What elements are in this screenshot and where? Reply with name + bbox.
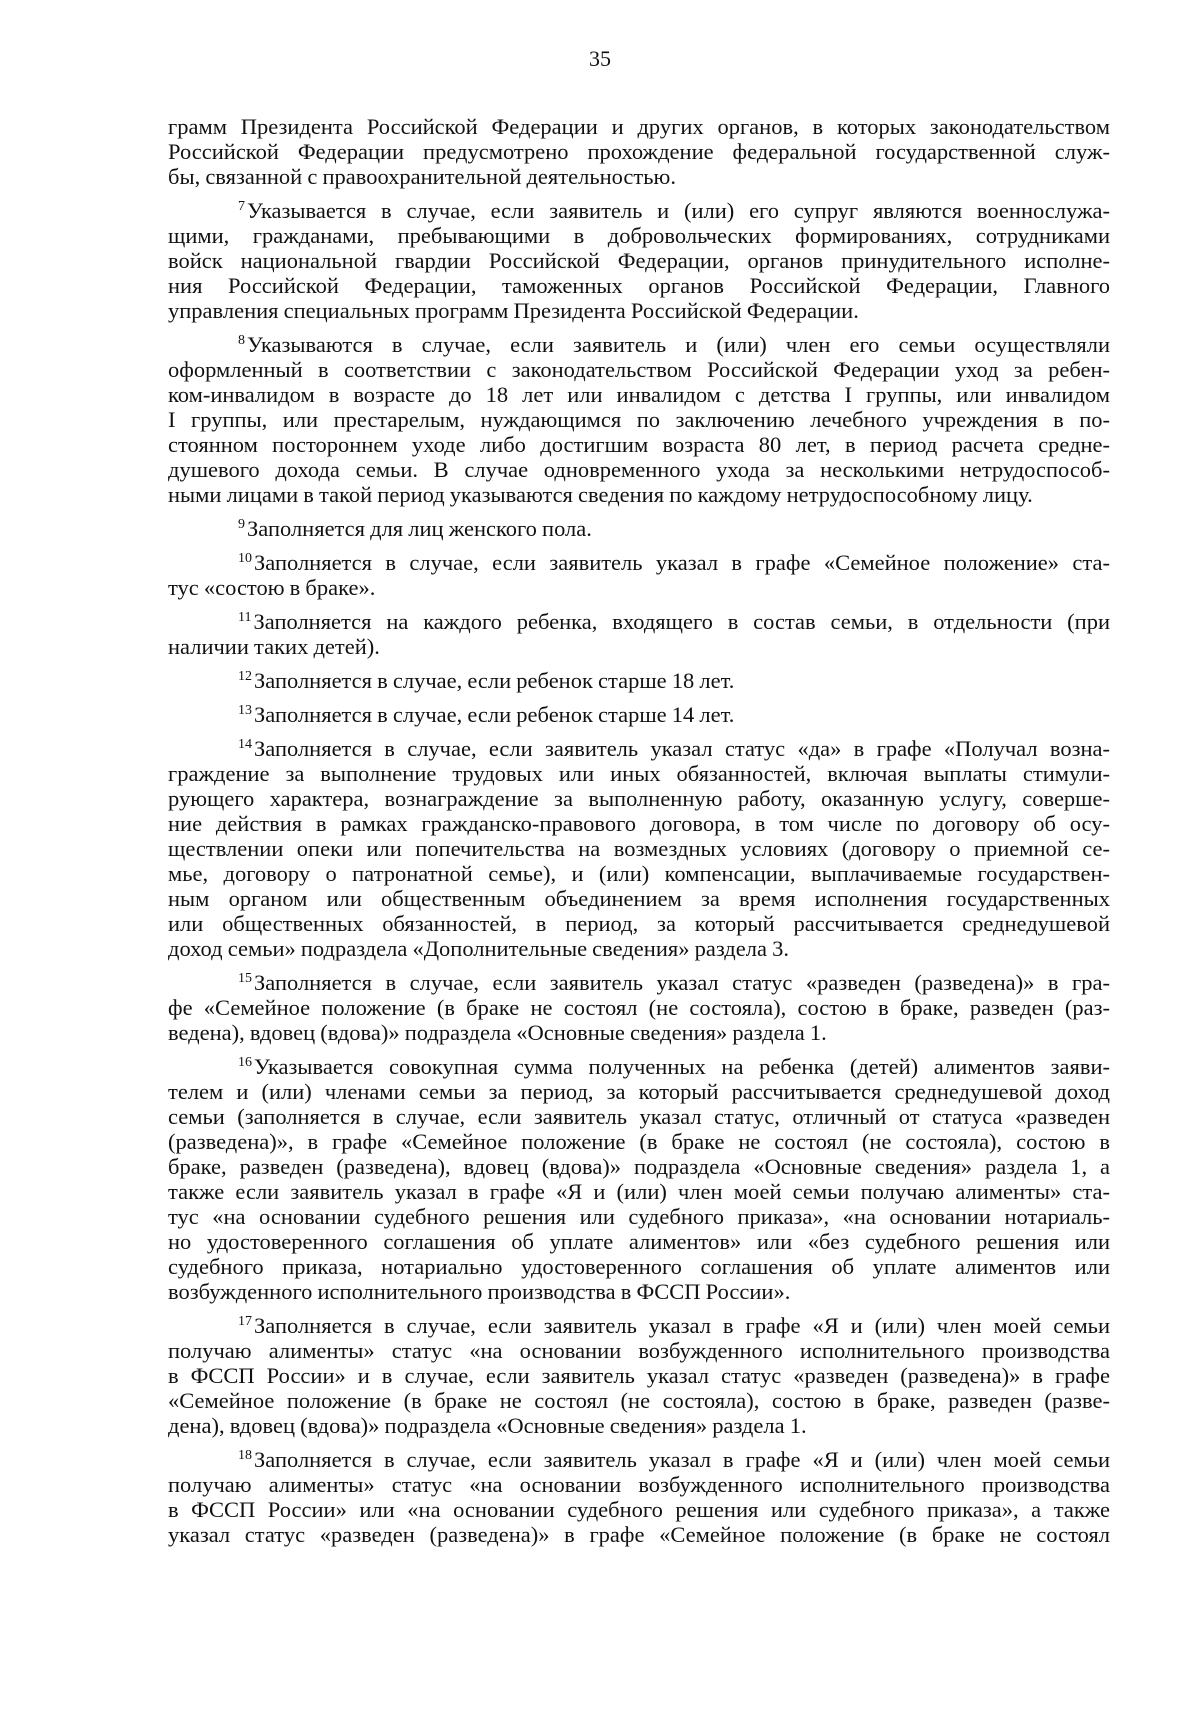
text-line: [168, 223, 1110, 248]
text-line: [168, 1447, 1110, 1472]
footnote-marker: 8: [238, 333, 245, 348]
text-line: [168, 114, 1110, 139]
footnote-marker: 15: [238, 971, 252, 986]
footnote-marker: 9: [238, 517, 245, 532]
footnote-marker: 18: [238, 1448, 252, 1463]
line-text: Указывается в случае, если заявитель и (или) его супруг являются военнослужа-: [247, 198, 1110, 223]
line-text: ным органом или общественным объединением за время исполнения государственных: [168, 886, 1110, 911]
line-text: бы, связанной с правоохранительной деятельностью.: [168, 164, 676, 189]
paragraph-gap: [168, 541, 1110, 550]
text-line: [168, 1313, 1110, 1338]
paragraph-gap: [168, 507, 1110, 516]
footnote-marker: 7: [238, 199, 245, 214]
text-line: [168, 1279, 1110, 1304]
paragraph-gap: [168, 659, 1110, 668]
line-text: Российской Федерации предусмотрено прохождение федеральной государственной служ-: [168, 139, 1110, 164]
text-line: [168, 1472, 1110, 1497]
line-text: Указывается совокупная сумма полученных на ребенка (детей) алиментов заяви-: [254, 1054, 1110, 1079]
line-text: в ФССП России» и в случае, если заявитель указал статус «разведен (разведена)» в графе: [168, 1363, 1110, 1388]
line-text: граждение за выполнение трудовых или иных обязанностей, включая выплаты стимули-: [168, 761, 1110, 786]
line-text: мье, договору о патронатной семье), и (или) компенсации, выплачиваемые государствен-: [168, 861, 1110, 886]
line-text: Заполняется для лиц женского пола.: [247, 516, 592, 541]
text-line: [168, 1363, 1110, 1388]
line-text: ком-инвалидом в возрасте до 18 лет или инвалидом с детства I группы, или инвалидом: [168, 382, 1110, 407]
line-text: ными лицами в такой период указываются сведения по каждому нетрудоспособному лицу.: [168, 482, 1033, 507]
line-text: ведена), вдовец (вдова)» подраздела «Основные сведения» раздела 1.: [168, 1020, 827, 1045]
text-line: [168, 198, 1110, 223]
footnote-18: [168, 1447, 1110, 1547]
text-line: [168, 457, 1110, 482]
text-line: [168, 1229, 1110, 1254]
footnote-12: [168, 668, 1110, 693]
line-text: возбужденного исполнительного производства в ФССП России».: [168, 1279, 791, 1304]
text-line: [168, 1497, 1110, 1522]
line-text: судебного приказа, нотариально удостоверенного соглашения об уплате алиментов или: [168, 1254, 1110, 1279]
line-text: (разведена)», в графе «Семейное положение (в браке не состоял (не состояла), состою в: [168, 1129, 1110, 1154]
text-line: [168, 761, 1110, 786]
paragraph-gap: [168, 189, 1110, 198]
footnote-7: [168, 198, 1110, 323]
line-text: получаю алименты» статус «на основании возбужденного исполнительного производства: [168, 1338, 1110, 1363]
text-line: [168, 609, 1110, 634]
line-text: ние действия в рамках гражданско-правового договора, в том числе по договору об осу-: [168, 811, 1110, 836]
footnote-10: [168, 550, 1110, 600]
footnote-9: [168, 516, 1110, 541]
line-text: Заполняется в случае, если ребенок старше 18 лет.: [254, 668, 735, 693]
line-text: Заполняется в случае, если ребенок старше 14 лет.: [254, 702, 735, 727]
text-line: [168, 298, 1110, 323]
line-text: щими, гражданами, пребывающими в добровольческих формированиях, сотрудниками: [168, 223, 1110, 248]
line-text: браке, разведен (разведена), вдовец (вдова)» подраздела «Основные сведения» раздела 1, а: [168, 1154, 1110, 1179]
text-line: [168, 702, 1110, 727]
line-text: Заполняется в случае, если заявитель указал статус «да» в графе «Получал возна-: [254, 736, 1110, 761]
line-text: тус «состою в браке».: [168, 575, 376, 600]
line-text: Заполняется в случае, если заявитель указал в графе «Семейное положение» ста-: [254, 550, 1110, 575]
line-text: получаю алименты» статус «на основании возбужденного исполнительного производства: [168, 1472, 1110, 1497]
text-line: [168, 1020, 1110, 1045]
text-line: [168, 164, 1110, 189]
line-text: ществлении опеки или попечительства на возмездных условиях (договору о приемной се-: [168, 836, 1110, 861]
footnote-15: [168, 970, 1110, 1045]
footnote-17: [168, 1313, 1110, 1438]
line-text: I группы, или престарелым, нуждающимся по заключению лечебного учреждения в по-: [168, 407, 1110, 432]
footnote-marker: 14: [238, 737, 252, 752]
line-text: в ФССП России» или «на основании судебного решения или судебного приказа», а также: [168, 1497, 1110, 1522]
line-text: стоянном постороннем уходе либо достигшим возраста 80 лет, в период расчета средне-: [168, 432, 1110, 457]
line-text: душевого дохода семьи. В случае одновременного ухода за несколькими нетрудоспособ-: [168, 457, 1110, 482]
text-line: [168, 1388, 1110, 1413]
text-line: [168, 1054, 1110, 1079]
text-line: [168, 1522, 1110, 1547]
line-text: доход семьи» подраздела «Дополнительные сведения» раздела 3.: [168, 936, 789, 961]
text-line: [168, 970, 1110, 995]
line-text: Заполняется в случае, если заявитель указал в графе «Я и (или) член моей семьи: [254, 1313, 1110, 1338]
line-text: тус «на основании судебного решения или судебного приказа», «на основании нотариаль-: [168, 1204, 1110, 1229]
line-text: дена), вдовец (вдова)» подраздела «Основные сведения» раздела 1.: [168, 1413, 807, 1438]
line-text: Заполняется на каждого ребенка, входящего в состав семьи, в отдельности (при: [253, 609, 1110, 634]
line-text: фе «Семейное положение (в браке не состоял (не состояла), состою в браке, разведен (раз-: [168, 995, 1110, 1020]
paragraph-gap: [168, 961, 1110, 970]
paragraph-gap: [168, 693, 1110, 702]
text-line: [168, 936, 1110, 961]
text-line: [168, 836, 1110, 861]
footnote-8: [168, 332, 1110, 507]
text-line: [168, 432, 1110, 457]
text-line: [168, 332, 1110, 357]
text-line: [168, 248, 1110, 273]
paragraph-gap: [168, 1304, 1110, 1313]
text-line: [168, 1254, 1110, 1279]
text-line: [168, 786, 1110, 811]
paragraph-gap: [168, 1438, 1110, 1447]
paragraph-gap: [168, 600, 1110, 609]
footnote-marker: 17: [238, 1314, 252, 1329]
text-line: [168, 575, 1110, 600]
paragraph-gap: [168, 323, 1110, 332]
text-line: [168, 273, 1110, 298]
line-text: ния Российской Федерации, таможенных органов Российской Федерации, Главного: [168, 273, 1110, 298]
footnote-14: [168, 736, 1110, 961]
line-text: семьи (заполняется в случае, если заявитель указал статус, отличный от статуса «разведен: [168, 1104, 1110, 1129]
text-line: [168, 811, 1110, 836]
text-line: [168, 139, 1110, 164]
line-text: но удостоверенного соглашения об уплате алиментов» или «без судебного решения или: [168, 1229, 1110, 1254]
text-line: [168, 407, 1110, 432]
line-text: управления специальных программ Президента Российской Федерации.: [168, 298, 859, 323]
line-text: также если заявитель указал в графе «Я и (или) член моей семьи получаю алименты» ста-: [168, 1179, 1110, 1204]
text-line: [168, 482, 1110, 507]
text-line: [168, 668, 1110, 693]
text-line: [168, 516, 1110, 541]
footnote-continuation: [168, 114, 1110, 189]
line-text: наличии таких детей).: [168, 634, 380, 659]
footnote-marker: 11: [238, 610, 252, 625]
line-text: или общественных обязанностей, в период, за который рассчитывается среднедушевой: [168, 911, 1110, 936]
text-line: [168, 1079, 1110, 1104]
line-text: Заполняется в случае, если заявитель указал статус «разведен (разведена)» в гра-: [254, 970, 1110, 995]
text-line: [168, 550, 1110, 575]
footnote-marker: 12: [238, 669, 252, 684]
line-text: рующего характера, вознаграждение за выполненную работу, оказанную услугу, соверше-: [168, 786, 1110, 811]
line-text: телем и (или) членами семьи за период, за который рассчитывается среднедушевой доход: [168, 1079, 1110, 1104]
text-line: [168, 1129, 1110, 1154]
line-text: «Семейное положение (в браке не состоял (не состояла), состою в браке, разведен (разве-: [168, 1388, 1110, 1413]
footnote-13: [168, 702, 1110, 727]
footnote-marker: 16: [238, 1055, 252, 1070]
footnote-11: [168, 609, 1110, 659]
line-text: Указываются в случае, если заявитель и (или) член его семьи осуществляли: [247, 332, 1110, 357]
paragraph-gap: [168, 727, 1110, 736]
text-line: [168, 911, 1110, 936]
text-line: [168, 1338, 1110, 1363]
text-line: [168, 1204, 1110, 1229]
line-text: Заполняется в случае, если заявитель указал в графе «Я и (или) член моей семьи: [254, 1447, 1110, 1472]
text-line: [168, 1179, 1110, 1204]
footnote-marker: 13: [238, 703, 252, 718]
footnote-16: [168, 1054, 1110, 1304]
text-line: [168, 736, 1110, 761]
text-line: [168, 995, 1110, 1020]
paragraph-gap: [168, 1045, 1110, 1054]
text-line: [168, 634, 1110, 659]
text-line: [168, 357, 1110, 382]
text-line: [168, 861, 1110, 886]
line-text: указал статус «разведен (разведена)» в графе «Семейное положение (в браке не состоял: [168, 1522, 1110, 1547]
line-text: войск национальной гвардии Российской Федерации, органов принудительного исполне-: [168, 248, 1110, 273]
text-line: [168, 886, 1110, 911]
footnote-marker: 10: [238, 551, 252, 566]
text-line: [168, 1413, 1110, 1438]
line-text: грамм Президента Российской Федерации и других органов, в которых законодательством: [168, 114, 1110, 139]
line-text: оформленный в соответствии с законодательством Российской Федерации уход за ребен-: [168, 357, 1110, 382]
page-number: 35: [589, 46, 611, 71]
text-line: [168, 1104, 1110, 1129]
text-line: [168, 1154, 1110, 1179]
text-line: [168, 382, 1110, 407]
footnotes-text: [168, 114, 1110, 1547]
